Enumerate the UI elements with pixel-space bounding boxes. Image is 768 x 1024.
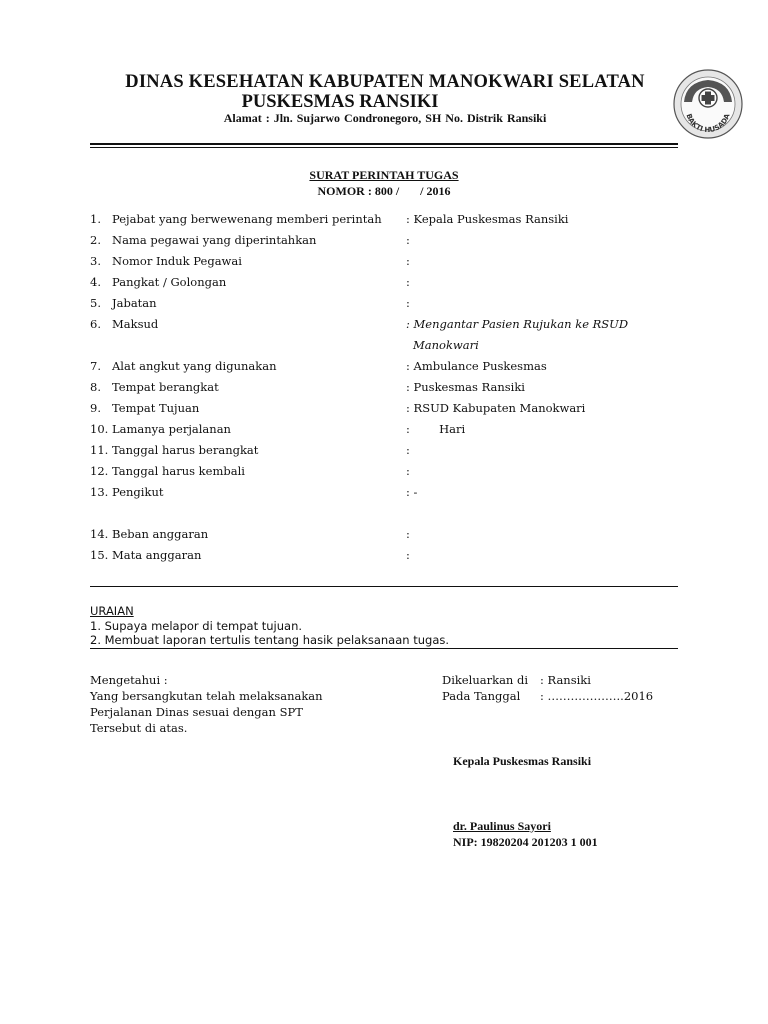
item-label: Jabatan	[112, 296, 157, 310]
issued-at-label: Dikeluarkan di	[442, 673, 529, 687]
item-value: : Kepala Puskesmas Ransiki	[406, 212, 569, 226]
item-label: Tempat Tujuan	[112, 401, 200, 415]
task-item-row	[90, 275, 678, 295]
item-number: 12.	[90, 464, 109, 478]
task-item-row	[90, 422, 678, 442]
note-line: Tersebut di atas.	[90, 721, 188, 735]
item-label: Pengikut	[112, 485, 164, 499]
facility-name: PUSKESMAS RANSIKI	[241, 92, 439, 112]
item-value-continued: Manokwari	[413, 338, 479, 352]
item-value: :	[406, 296, 410, 310]
section-rule-bottom	[90, 648, 678, 649]
task-item-row	[90, 317, 678, 337]
item-label: Alat angkut yang digunakan	[112, 359, 277, 373]
item-label: Beban anggaran	[112, 527, 209, 541]
task-item-row	[90, 380, 678, 400]
task-item-row	[90, 548, 678, 568]
item-number: 1.	[90, 212, 101, 226]
item-value: : Puskesmas Ransiki	[406, 380, 525, 394]
document-title: SURAT PERINTAH TUGAS	[309, 168, 459, 182]
task-item-row	[90, 401, 678, 421]
task-item-row-continued	[90, 338, 678, 358]
item-number: 3.	[90, 254, 101, 268]
item-number: 6.	[90, 317, 101, 331]
item-label: Tempat berangkat	[112, 380, 219, 394]
item-value: :	[406, 443, 410, 457]
svg-text:BAKTI HUSADA: BAKTI HUSADA	[684, 112, 732, 135]
item-number: 9.	[90, 401, 101, 415]
date-value: : ………………..2016	[540, 689, 654, 703]
task-item-row	[90, 296, 678, 316]
header-rule-thick	[90, 143, 678, 145]
task-item-row	[90, 485, 678, 505]
item-label: Pejabat yang berwewenang memberi perintah	[112, 212, 382, 226]
date-label: Pada Tanggal	[442, 689, 521, 703]
item-value: : Ambulance Puskesmas	[406, 359, 547, 373]
task-item-row	[90, 254, 678, 274]
item-number: 2.	[90, 233, 101, 247]
item-value: : RSUD Kabupaten Manokwari	[406, 401, 586, 415]
bakti-husada-logo	[672, 68, 744, 140]
item-label: Mata anggaran	[112, 548, 202, 562]
item-label: Pangkat / Golongan	[112, 275, 227, 289]
item-value: :	[406, 254, 410, 268]
agency-name: DINAS KESEHATAN KABUPATEN MANOKWARI SELATAN	[125, 72, 645, 92]
item-value: :	[406, 527, 410, 541]
uraian-item: 2. Membuat laporan tertulis tentang hasik pelaksanaan tugas.	[90, 633, 450, 647]
mengetahui-label: Mengetahui :	[90, 673, 168, 687]
item-label: Maksud	[112, 317, 159, 331]
item-number: 10.	[90, 422, 109, 436]
task-item-row	[90, 443, 678, 463]
address: Alamat : Jln. Sujarwo Condronegoro, SH No. Distrik Ransiki	[223, 111, 547, 125]
task-item-row	[90, 527, 678, 547]
item-number: 14.	[90, 527, 109, 541]
item-value: :	[406, 548, 410, 562]
item-number: 11.	[90, 443, 109, 457]
task-item-row	[90, 212, 678, 232]
item-label: Nomor Induk Pegawai	[112, 254, 242, 268]
item-number: 7.	[90, 359, 101, 373]
item-number: 5.	[90, 296, 101, 310]
item-value: : Hari	[406, 422, 466, 436]
item-value: :	[406, 275, 410, 289]
item-number: 8.	[90, 380, 101, 394]
task-item-row	[90, 359, 678, 379]
item-value: : Mengantar Pasien Rujukan ke RSUD	[406, 317, 629, 331]
item-label: Tanggal harus kembali	[112, 464, 245, 478]
item-label: Nama pegawai yang diperintahkan	[112, 233, 317, 247]
issued-at-value: : Ransiki	[540, 673, 591, 687]
signer-name: dr. Paulinus Sayori	[453, 819, 551, 833]
document-number: NOMOR : 800 / / 2016	[317, 184, 451, 198]
item-label: Lamanya perjalanan	[112, 422, 231, 436]
item-value: :	[406, 464, 410, 478]
signer-title: Kepala Puskesmas Ransiki	[453, 754, 592, 768]
uraian-item: 1. Supaya melapor di tempat tujuan.	[90, 619, 303, 633]
signer-nip: NIP: 19820204 201203 1 001	[453, 835, 598, 849]
note-line: Perjalanan Dinas sesuai dengan SPT	[90, 705, 303, 719]
section-rule-top	[90, 586, 678, 587]
task-item-row	[90, 464, 678, 484]
note-line: Yang bersangkutan telah melaksanakan	[90, 689, 323, 703]
uraian-heading: URAIAN	[90, 604, 134, 618]
item-number: 13.	[90, 485, 109, 499]
item-value: :	[406, 233, 410, 247]
item-number: 4.	[90, 275, 101, 289]
header-rule-thin	[90, 147, 678, 148]
item-value: : -	[406, 485, 418, 499]
item-label: Tanggal harus berangkat	[112, 443, 259, 457]
item-number: 15.	[90, 548, 109, 562]
task-item-row	[90, 233, 678, 253]
